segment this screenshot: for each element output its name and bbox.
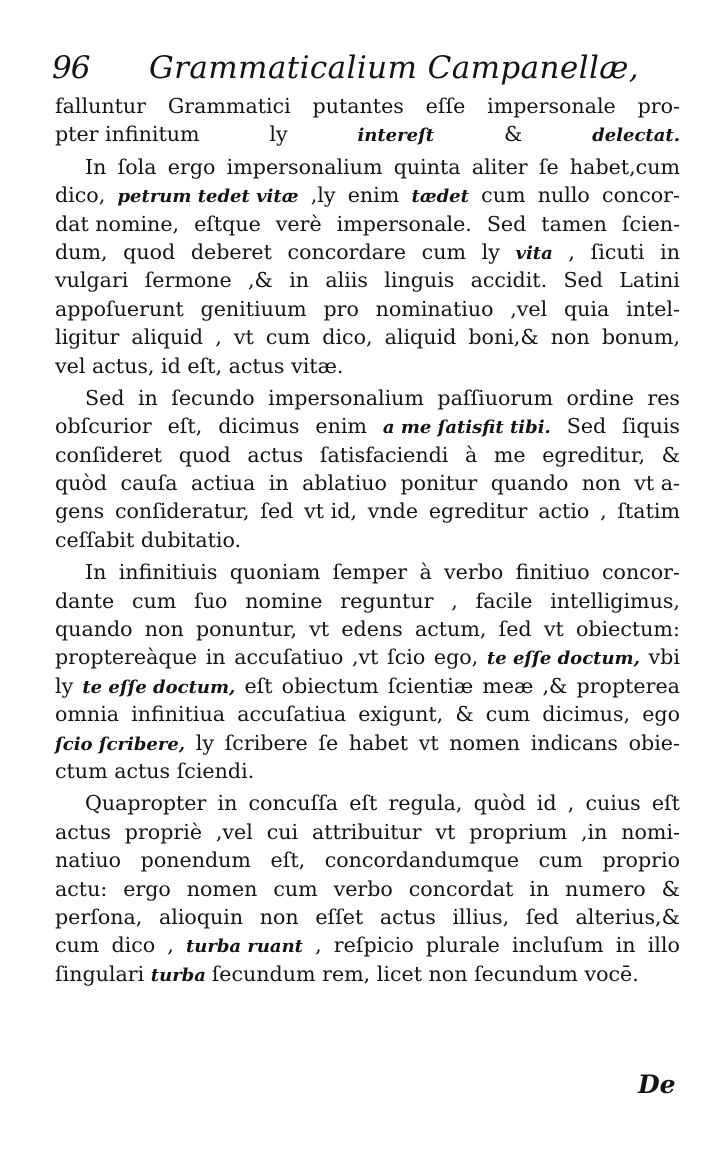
word: verbo [333,876,393,901]
word: Grammatici [167,94,291,118]
word: vel [55,353,86,378]
text-line [55,120,680,148]
word: ,in [580,819,608,844]
word: vulgari [55,268,129,293]
word: deberet [190,239,272,264]
word: pter infinitum [55,122,200,147]
running-title: Grammaticalium Campanellæ, [149,50,640,86]
word: ablatiuo [302,471,387,496]
word: , [568,239,575,264]
word: , [315,933,322,958]
word: finitiuo [515,560,590,585]
text-line [55,441,680,469]
word: edens [341,617,403,642]
word: quod [123,239,176,264]
word: vt [543,617,564,642]
word: habet,cum [569,154,680,179]
word: non [550,325,590,350]
text-line [55,672,680,700]
word: quando [490,471,569,496]
word: aliquid [131,325,204,350]
word: pro [323,296,359,321]
word: Latini [619,268,680,293]
word: res [647,385,680,410]
word: id eſt, [161,353,222,378]
word: impersonalium [226,154,383,179]
word: dum, [55,239,108,264]
word: ſicuti [590,239,645,264]
word: obiectum: [575,617,680,642]
word: in [660,239,680,264]
word: , [451,588,458,613]
text-line [55,266,680,294]
word: concor- [602,560,680,585]
word: ſed [260,499,294,524]
word: , [600,499,607,524]
word: Sed [566,414,607,439]
word: conſideret [55,442,163,467]
word: ſciendi. [176,758,255,783]
word: aliis [325,268,368,293]
word: cum [481,183,526,208]
word: linguis [384,268,455,293]
word: eſt [349,791,378,816]
word: actum, [414,617,487,642]
text-line [55,558,680,586]
word: obie- [628,730,680,755]
text-line [55,587,680,615]
word: ſola [117,154,157,179]
word: quòd [55,471,108,496]
word: plurale [425,933,500,958]
text-line [55,92,680,120]
word: & [661,876,680,901]
italic-phrase: te eſſe doctum, [486,648,640,670]
word: non [428,961,468,986]
word: falluntur [55,94,146,118]
word: habet [348,730,409,755]
word: ergo [123,876,171,901]
italic-phrase: ſcio ſcribere, [55,733,186,755]
word: in [137,385,158,410]
word: obſcurior [55,414,152,439]
word: licet [376,961,422,986]
word: quoniam [229,560,321,585]
word: ſatisfaciendi [319,442,449,467]
word: facile [475,588,533,613]
text-line [55,700,680,728]
word: vt [435,819,456,844]
word: quando [55,617,133,642]
word: ly [269,122,288,147]
text-line [55,729,680,757]
text-line [55,497,680,525]
word: cuius [585,791,641,816]
word: dat nomine, [55,211,180,236]
text-line [55,153,680,181]
word: incluſum [511,933,604,958]
word: concordandumque [324,848,520,873]
word: à [465,442,478,467]
word: actus [247,442,304,467]
word: putantes [312,94,404,118]
word: me [493,442,526,467]
word: ponitur [400,471,478,496]
italic-phrase: turba [150,964,206,986]
word: eſſe [425,94,466,118]
word: alterius,& [575,904,680,929]
word: omnia [55,702,120,727]
word: eſt, [167,414,203,439]
word: vt [233,325,254,350]
word: quod [178,442,231,467]
word: illius, [452,904,510,929]
page-number: 96 [52,50,90,86]
word: infinitiuis [118,560,218,585]
word: in [289,268,310,293]
word: infinitiua [131,702,226,727]
page-header [52,50,672,94]
word: ly [195,730,214,755]
word: gens [55,499,105,524]
word: impersonalium [268,385,424,410]
word: ordine [566,385,634,410]
word: concordare [287,239,407,264]
word: ,ly [310,183,336,208]
italic-phrase: intereſt [357,125,435,147]
italic-phrase: a me ſatisfit tibi. [382,417,551,439]
paragraph [55,384,680,554]
paragraph [55,153,680,380]
word: actu: [55,876,108,901]
text-line [55,757,680,785]
word: ,vel [510,296,548,321]
italic-phrase: tædet [411,186,469,208]
word: ligitur [55,325,120,350]
body-text [55,92,680,988]
word: eſt [244,673,273,698]
word: propriè [124,819,203,844]
word: ſuo [194,588,228,613]
text-line [55,323,680,351]
word: aliter [471,154,528,179]
word: , [215,325,222,350]
word: non [144,617,184,642]
paragraph [55,789,680,988]
word: dico [111,933,156,958]
word: in [529,876,550,901]
word: egreditur [428,499,528,524]
italic-phrase: te eſſe doctum, [82,676,236,698]
text-line [55,875,680,903]
word: in [205,645,226,670]
word: ctum [55,758,108,783]
word: & [503,122,523,147]
italic-phrase: petrum tedet vitæ [117,186,299,208]
word: ſe [318,730,339,755]
word: quinta [393,154,461,179]
word: ceſſabit [55,527,135,552]
italic-phrase: delectat. [592,125,680,147]
word: dubitatio. [140,527,242,552]
word: in [268,471,289,496]
word: rem, [322,961,371,986]
word: dicimus [218,414,300,439]
word: meæ [482,673,534,698]
word: actus [379,904,436,929]
text-line [55,818,680,846]
text-line [55,210,680,238]
word: pro- [637,94,680,118]
word: concuſſa [248,791,339,816]
word: actiua [191,471,256,496]
word: ſecundo [171,385,255,410]
word: nullo [537,183,590,208]
word: appoſuerunt [55,296,184,321]
word: nomen [449,730,520,755]
word: ſecundum [211,961,316,986]
word: exigunt, [358,702,444,727]
word: non [581,471,621,496]
word: vnde [367,499,419,524]
word: cum [485,702,531,727]
word: cum [538,848,583,873]
word: vocē. [584,961,639,986]
word: non [259,904,299,929]
paragraph [55,92,680,149]
word: proprio [602,848,680,873]
word: bonum, [601,325,680,350]
word: ſtatim [617,499,680,524]
word: , [167,933,174,958]
word: enim [315,414,367,439]
text-line [55,789,680,817]
word: aliquid [384,325,457,350]
word: boni,& [468,325,539,350]
word: ſed [498,617,532,642]
word: vitæ. [291,353,344,378]
word: proprium [469,819,568,844]
text-line [55,846,680,874]
word: tamen [541,211,607,236]
word: impersonale. [336,211,472,236]
word: paſſiuorum [437,385,554,410]
word: ponendum [140,848,251,873]
word: in [217,791,238,816]
word: accuſatiuo [234,645,344,670]
text-line [55,295,680,323]
word: ly [481,239,500,264]
word: ly [55,673,74,698]
text-line [55,526,680,554]
word: & [661,442,680,467]
word: cum [273,876,318,901]
word: natiuo [55,848,122,873]
text-line [55,960,680,988]
word: Quapropter [85,791,207,816]
word: ſemper [332,560,408,585]
word: actus, [92,353,155,378]
word: ,& [542,673,568,698]
word: ego [642,702,680,727]
word: cauſa [120,471,178,496]
word: ſingulari [55,961,145,986]
text-line [55,615,680,643]
word: & [455,702,474,727]
word: Sed [85,385,125,410]
word: ergo [167,154,216,179]
word: vt [309,617,330,642]
word: dico, [55,183,106,208]
word: concordat [408,876,514,901]
word: attribuitur [311,819,422,844]
word: intel- [626,296,680,321]
text-line [55,352,680,380]
word: , [567,791,575,816]
word: In [85,560,107,585]
text-line [55,238,680,266]
word: nominatiuo [375,296,494,321]
word: alioquin [158,904,244,929]
word: egreditur, [542,442,646,467]
word: à [419,560,432,585]
word: ſed [525,904,559,929]
word: in [615,933,636,958]
word: reguntur [340,588,434,613]
word: ,& [248,268,273,293]
word: intelligimus, [550,588,680,613]
word: obiectum [281,673,379,698]
word: nomen [186,876,258,901]
word: cui [266,819,299,844]
word: eſſet [315,904,364,929]
text-line [55,469,680,497]
word: indicans [530,730,618,755]
word: ,vel [215,819,253,844]
word: id [536,791,557,816]
word: impersonale [487,94,616,118]
catchword: De [638,1070,676,1099]
word: ſcientiæ [387,673,474,698]
word: nomine [245,588,323,613]
text-line [55,931,680,959]
word: cum [265,325,311,350]
word: quòd [473,791,526,816]
word: reſpicio [333,933,414,958]
text-line [55,412,680,440]
word: ſermone [144,268,232,293]
word: verbo [444,560,504,585]
text-line [55,903,680,931]
word: proptereàque [55,645,198,670]
word: ,vt [351,645,379,670]
word: ſcio [387,645,426,670]
word: ponuntur, [195,617,297,642]
word: nomi- [621,819,680,844]
word: numero [565,876,646,901]
word: illo [647,933,680,958]
word: actus [228,353,285,378]
word: dicimus, [542,702,631,727]
word: regula, [388,791,463,816]
word: eſt, [270,848,306,873]
word: propterea [576,673,680,698]
word: Sed [486,211,527,236]
word: concor- [602,183,680,208]
word: genitiuum [200,296,307,321]
word: ſcien- [621,211,680,236]
word: quia [563,296,610,321]
word: conſideratur, [115,499,250,524]
word: verè [275,211,322,236]
word: dante [55,588,115,613]
italic-phrase: vita [515,242,553,264]
word: vbi [648,645,680,670]
word: actus [114,758,171,783]
word: cum [132,588,177,613]
word: eſt [651,791,680,816]
word: In [85,154,107,179]
word: vt [418,730,439,755]
word: dico, [322,325,373,350]
word: vt id, [304,499,357,524]
word: eſtque [194,211,261,236]
word: accuſatiua [237,702,347,727]
word: vt a- [634,471,680,496]
text-line [55,643,680,671]
word: ſe [538,154,559,179]
word: perſona, [55,904,143,929]
word: accidit. [470,268,548,293]
word: enim [347,183,400,208]
word: ſiquis [622,414,680,439]
italic-phrase: turba ruant [185,936,303,958]
word: actus [55,819,111,844]
word: ſcribere [224,730,308,755]
word: actio [538,499,590,524]
word: cum [55,933,100,958]
word: cum [421,239,466,264]
word: Sed [563,268,603,293]
text-line [55,384,680,412]
text-line [55,181,680,209]
word: ego, [433,645,479,670]
word: ſecundum [474,961,578,986]
paragraph [55,558,680,785]
